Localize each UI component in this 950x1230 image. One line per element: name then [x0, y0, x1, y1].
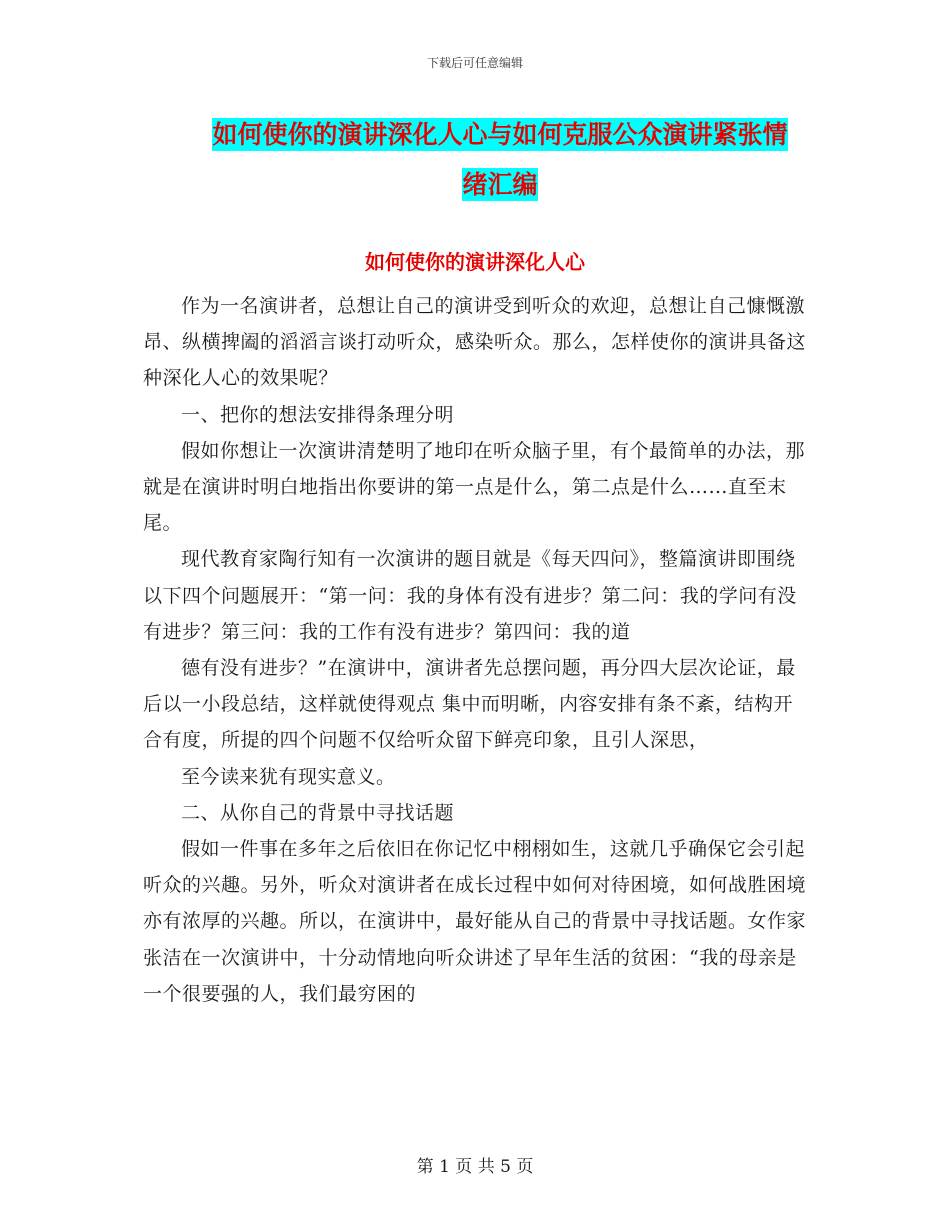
paragraph: 假如你想让一次演讲清楚明了地印在听众脑子里，有个最简单的办法，那就是在演讲时明白地指出你要讲的第一点是什么，第二点是什么……直至末尾。 [143, 439, 806, 535]
paragraph: 至今读来犹有现实意义。 [181, 765, 396, 788]
page-header-note: 下载后可任意编辑 [426, 56, 523, 70]
paragraph-heading: 一、把你的想法安排得条理分明 [181, 403, 455, 426]
paragraph: 假如一件事在多年之后依旧在你记忆中栩栩如生，这就几乎确保它会引起听众的兴趣。另外，听众对演讲者在成长过程中如何对待困境，如何战胜困境亦有浓厚的兴趣。所以，在演讲中，最好能从自己的背景中寻找话题。女作家张洁在一次演讲中，十分动情地向听众讲述了早年生活的贫困：“我的母亲是一个很要强的人，我们最穷困的 [143, 838, 807, 1005]
paragraph-heading: 二、从你自己的背景中寻找话题 [181, 801, 455, 824]
paragraph: 作为一名演讲者，总想让自己的演讲受到听众的欢迎，总想让自己慷慨激昂、纵横捭阖的滔滔言谈打动听众，感染听众。那么，怎样使你的演讲具备这种深化人心的效果呢？ [143, 295, 807, 390]
page-number: 第 1 页 共 5 页 [416, 1157, 534, 1177]
document-title [140, 110, 860, 210]
document-title-line-1: 如何使你的演讲深化人心与如何克服公众演讲紧张情 [212, 120, 788, 149]
section-title: 如何使你的演讲深化人心 [365, 250, 585, 274]
document-body [143, 288, 808, 1012]
paragraph: 德有没有进步？”在演讲中，演讲者先总摆问题，再分四大层次论证，最后以一小段总结，这样就使得观点 集中而明晰，内容安排有条不紊，结构开合有度，所提的四个问题不仅给听众留下鲜亮印象，且引人深思， [143, 657, 796, 752]
document-title-line-2: 绪汇编 [462, 170, 538, 199]
paragraph: 现代教育家陶行知有一次演讲的题目就是《每天四问》，整篇演讲即围绕以下四个问题展开：“第一问：我的身体有没有进步？第二问：我的学问有没有进步？第三问：我的工作有没有进步？第四问：我的道 [143, 548, 797, 643]
